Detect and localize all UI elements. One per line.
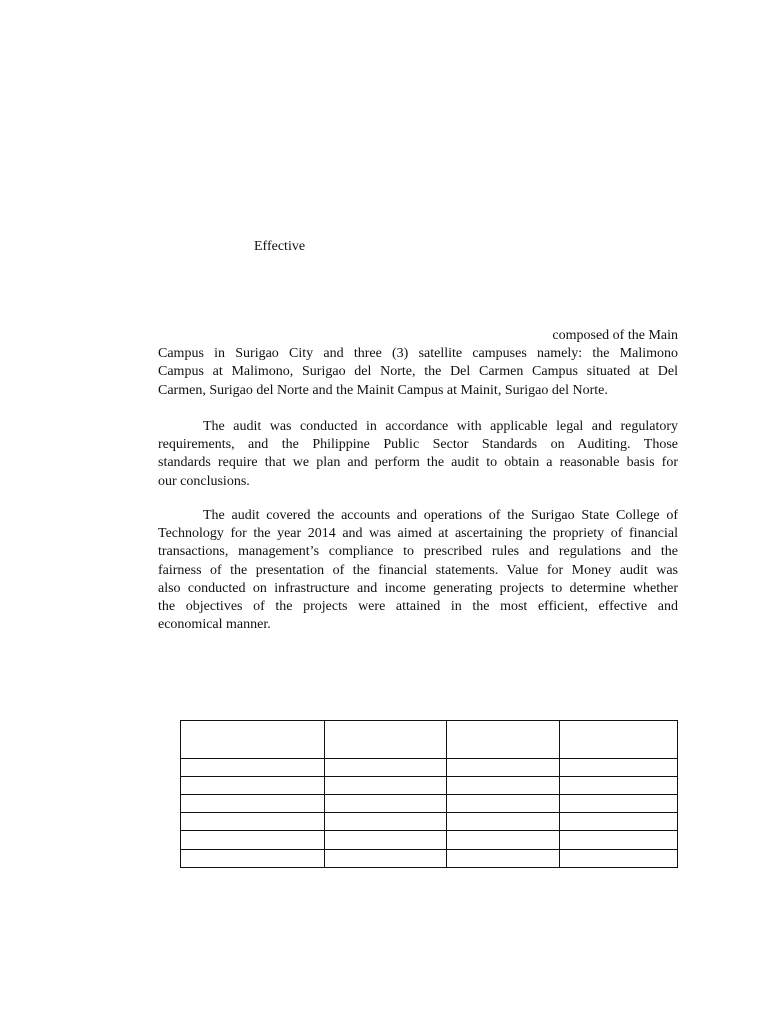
paragraph-line: The audit covered the accounts and operations of the Surigao State College of xyxy=(203,508,678,523)
summary-table xyxy=(180,720,678,868)
table-cell xyxy=(447,813,560,831)
table-cell xyxy=(560,794,678,812)
table-cell xyxy=(447,776,560,794)
paragraph-line: The audit was conducted in accordance with applicable legal and regulatory xyxy=(203,419,678,434)
campus-paragraph xyxy=(158,327,678,400)
table-cell xyxy=(560,776,678,794)
table-cell xyxy=(560,831,678,849)
table-cell xyxy=(325,849,447,867)
table-cell xyxy=(325,794,447,812)
table-cell xyxy=(560,849,678,867)
table-cell xyxy=(447,794,560,812)
table-cell xyxy=(447,849,560,867)
table-header-cell xyxy=(325,721,447,759)
effective-label: Effective xyxy=(254,239,306,254)
paragraph-line: Campus in Surigao City and three (3) satellite campuses namely: the Malimono xyxy=(158,346,678,362)
paragraph-line: Carmen, Surigao del Norte and the Mainit Campus at Mainit, Surigao del Norte. xyxy=(158,382,608,398)
audit-scope-paragraph xyxy=(158,507,678,634)
paragraph-line: standards require that we plan and perform the audit to obtain a reasonable basis for xyxy=(158,455,678,471)
table-cell xyxy=(181,758,325,776)
table-header-row xyxy=(181,721,678,759)
table-cell xyxy=(447,758,560,776)
table-cell xyxy=(181,776,325,794)
audit-standards-paragraph xyxy=(158,418,678,491)
table-cell xyxy=(181,794,325,812)
paragraph-line: also conducted on infrastructure and income generating projects to determine whether xyxy=(158,580,678,596)
paragraph-line: economical manner. xyxy=(158,617,271,633)
table-header-cell xyxy=(181,721,325,759)
paragraph-line: fairness of the presentation of the financial statements. Value for Money audit was xyxy=(158,562,678,578)
paragraph-line: our conclusions. xyxy=(158,473,250,489)
table-cell xyxy=(325,758,447,776)
table-cell xyxy=(325,831,447,849)
table-header-cell xyxy=(560,721,678,759)
table-row xyxy=(181,849,678,867)
table-row xyxy=(181,776,678,794)
table-cell xyxy=(325,813,447,831)
table-row xyxy=(181,758,678,776)
table-row xyxy=(181,831,678,849)
paragraph-line: composed of the Main xyxy=(552,328,678,343)
paragraph-line: Technology for the year 2014 and was aimed at ascertaining the propriety of financial xyxy=(158,526,678,542)
table-cell xyxy=(560,813,678,831)
table-row xyxy=(181,794,678,812)
table-cell xyxy=(181,813,325,831)
paragraph-line: the objectives of the projects were attained in the most efficient, effective and xyxy=(158,599,678,615)
table-cell xyxy=(560,758,678,776)
paragraph-line: Campus at Malimono, Surigao del Norte, the Del Carmen Campus situated at Del xyxy=(158,364,678,380)
paragraph-line: requirements, and the Philippine Public Sector Standards on Auditing. Those xyxy=(158,437,678,453)
table-cell xyxy=(325,776,447,794)
table-header-cell xyxy=(447,721,560,759)
table-cell xyxy=(447,831,560,849)
table-row xyxy=(181,813,678,831)
table-cell xyxy=(181,831,325,849)
table-cell xyxy=(181,849,325,867)
paragraph-line: transactions, management’s compliance to prescribed rules and regulations and the xyxy=(158,544,678,560)
